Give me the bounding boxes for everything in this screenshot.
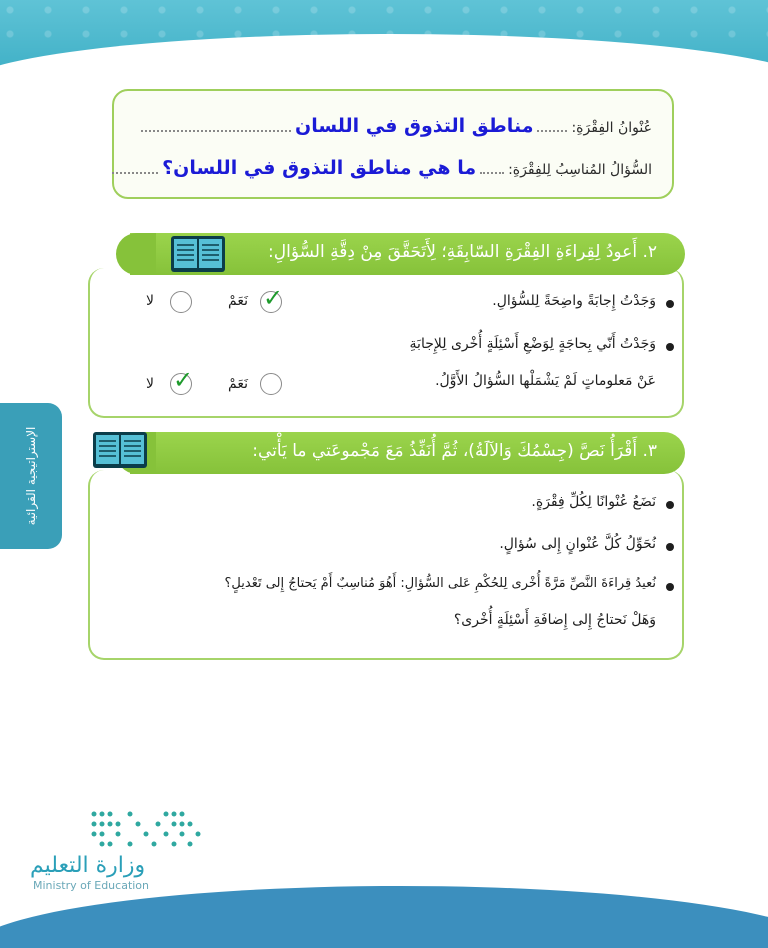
question-line	[108, 157, 652, 179]
title-answer: مناطق التذوق في اللسان	[295, 115, 534, 137]
section3-title: ٣. أَقْرَأُ نَصَّ (جِسْمُكَ وَالآلَةُ)، ثُمَّ أُنَفِّذُ مَعَ مَجْموعَتي ما يَأْتي:	[252, 441, 657, 461]
no-label: لا	[146, 293, 154, 309]
dotted-line	[112, 171, 158, 174]
title-label: عُنْوانُ الفِقْرَةِ:	[571, 120, 652, 136]
summary-box	[112, 89, 674, 199]
title-line	[137, 115, 652, 137]
side-tab-label: الإستراتيجية القرائية	[24, 426, 38, 526]
section3-item3-line1: نُعيدُ قِراءَةَ النَّصِّ مَرَّةً أُخْرى لِلحُكْمِ عَلى السُّؤالِ: أَهُوَ مُناسِبٌ أَمْ يَحتاجُ إِلى تَعْديلٍ؟	[224, 576, 656, 591]
side-tab	[0, 403, 62, 549]
check-icon: ✓	[173, 366, 194, 394]
bullet	[666, 583, 674, 591]
section3-header	[130, 432, 685, 474]
yes-label: نَعَمْ	[228, 376, 248, 392]
question-label: السُّؤالُ المُناسِبُ لِلفِقْرَةِ:	[508, 162, 652, 178]
section3-item2: نُحَوِّلُ كُلَّ عُنْوانٍ إِلى سُؤالٍ.	[499, 536, 656, 552]
section3-item3-line2: وَهَلْ نَحتاجُ إِلى إِضافَةِ أَسْئِلَةٍ أُخْرى؟	[453, 612, 656, 628]
ministry-name-english: Ministry of Education	[33, 879, 150, 892]
bullet	[666, 501, 674, 509]
bullet	[666, 343, 674, 351]
section2-item1: وَجَدْتُ إِجابَةً واضِحَةً لِلسُّؤالِ.	[492, 293, 656, 309]
page-number: ٤٥	[14, 902, 32, 921]
bullet	[666, 543, 674, 551]
book-icon	[170, 234, 226, 274]
book-icon	[92, 430, 148, 470]
dotted-line	[141, 129, 291, 132]
question-answer: ما هي مناطق التذوق في اللسان؟	[162, 157, 477, 179]
ministry-name-arabic: وزارة التعليم	[30, 853, 146, 878]
top-banner	[0, 0, 768, 66]
bottom-band-fill	[0, 886, 768, 948]
ministry-logo-icon	[88, 806, 204, 854]
dotted-line	[480, 171, 504, 174]
section2-item2-line1: وَجَدْتُ أَنّي بِحاجَةٍ لِوَضْعِ أَسْئِلَةٍ أُخْرى لِلإِجابَةِ	[409, 336, 656, 352]
no-radio[interactable]	[170, 291, 192, 313]
yes-radio[interactable]	[260, 373, 282, 395]
no-label: لا	[146, 376, 154, 392]
yes-label: نَعَمْ	[228, 293, 248, 309]
section3-item1: نَضَعُ عُنْوانًا لِكُلِّ فِقْرَةٍ.	[531, 494, 656, 510]
bottom-band	[0, 880, 768, 948]
check-icon: ✓	[263, 284, 284, 312]
header-curl	[116, 233, 156, 275]
section2-item2-line2: عَنْ مَعلوماتٍ لَمْ يَشْمَلْها السُّؤالُ الأَوَّلُ.	[435, 373, 656, 389]
section2-title: ٢. أَعودُ لِقِراءَةِ الفِقْرَةِ السّابِقَةِ؛ لِأَتَحَقَّقَ مِنْ دِقَّةِ السُّؤالِ:	[268, 242, 657, 262]
bullet	[666, 300, 674, 308]
dotted-line	[537, 129, 567, 132]
